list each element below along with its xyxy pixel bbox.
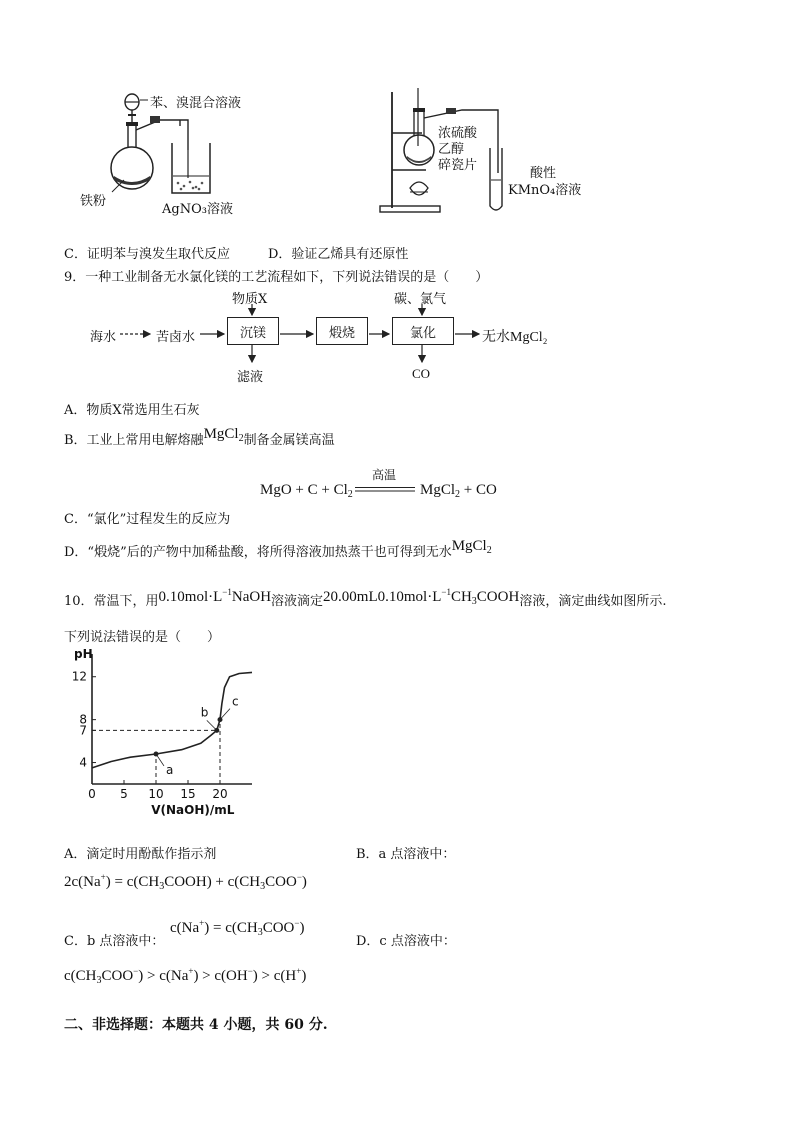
q9-option-d-text: D．“煅烧”后的产物中加稀盐酸，将所得溶液加热蒸干也可得到无水 <box>64 545 452 560</box>
y-tick-label: 8 <box>79 712 87 727</box>
formula-d: $c(CH_3COO^-) > c(Na^+) > c(OH^-) > c(H^+)$ <box>64 966 307 986</box>
flow-brine: 苦卤水 <box>156 330 196 345</box>
q10-stem-3: 溶液，滴定曲线如图所示. <box>519 594 667 609</box>
y-tick-label: 7 <box>79 723 87 738</box>
q9-option-b <box>64 426 335 448</box>
q8-option-d: D．验证乙烯具有还原性 <box>268 247 409 262</box>
titration-curve <box>92 672 252 768</box>
q9-option-c: C．“氯化”过程发生的反应为 <box>64 512 231 527</box>
label-kmno4: KMnO₄溶液 <box>508 183 582 198</box>
flow-above-x: 物质X <box>232 292 268 307</box>
equation-products: MgCl$_2$ + CO <box>420 482 497 500</box>
label-benzene-bromine: 苯、溴混合溶液 <box>150 96 242 111</box>
formula-c: $c(Na^+) = c(CH_3COO^-)$ <box>170 918 305 938</box>
q10-stem-line1 <box>64 587 666 609</box>
q9-option-b-tail: 制备金属镁高温 <box>243 433 335 448</box>
q9-stem: 9．一种工业制备无水氯化镁的工艺流程如下，下列说法错误的是（ ） <box>64 270 489 285</box>
flow-box-chlorinate: 氯化 <box>392 317 454 345</box>
formula-naoh: $0.10mol\cdot L^{-1}NaOH$ <box>158 587 272 605</box>
x-axis-label: V(NaOH)/mL <box>151 803 235 817</box>
x-tick-label: 5 <box>120 787 128 801</box>
q10-stem-2: 溶液滴定 <box>271 594 324 609</box>
point-a <box>154 751 159 756</box>
eq-double-line <box>355 486 417 494</box>
formula-mgcl2-d: MgCl$_2$ <box>451 538 492 556</box>
equation-chlorination: MgO + $C + Cl_2$ <box>260 482 353 500</box>
point-label-c: c <box>232 694 239 709</box>
flow-above-carbon: 碳、氯气 <box>394 292 447 307</box>
titration-curve-chart <box>62 644 282 824</box>
x-tick-label: 20 <box>212 787 228 801</box>
q9-option-d <box>64 538 492 560</box>
leader-b <box>207 720 217 730</box>
flow-arrows <box>0 0 800 400</box>
flow-below-filtrate: 滤液 <box>237 370 264 385</box>
eq-condition: 高温 <box>372 468 397 482</box>
y-tick-label: 12 <box>71 669 87 684</box>
label-ethanol: 乙醇 <box>438 142 465 157</box>
q8-option-c: C．证明苯与溴发生取代反应 <box>64 247 230 262</box>
y-axis-label: pH <box>74 647 93 661</box>
section-2-heading: 二、非选择题：本题共 4 小题，共 60 分. <box>64 1017 328 1033</box>
label-porcelain: 碎瓷片 <box>438 158 478 173</box>
flow-box-precipitate: 沉镁 <box>227 317 279 345</box>
flow-below-co: CO <box>412 366 431 381</box>
label-conc-sulfuric: 浓硫酸 <box>438 126 478 141</box>
x-tick-label: 15 <box>180 787 196 801</box>
leader-a <box>156 754 164 766</box>
formula-b: $2c(Na^+) = c(CH_3COOH) + c(CH_3COO^-)$ <box>64 872 307 892</box>
q10-option-a: A．滴定时用酚酞作指示剂 <box>64 847 217 862</box>
label-acidic: 酸性 <box>530 166 557 181</box>
formula-acetic: $20.00mL0.10mol\cdot L^{-1}CH_3COOH$ <box>323 587 520 607</box>
x-tick-label: 10 <box>148 787 164 801</box>
label-iron-powder: 铁粉 <box>80 194 107 209</box>
q10-option-c: C．b 点溶液中： <box>64 934 165 949</box>
q10-option-d: D．c 点溶液中： <box>356 934 456 949</box>
y-tick-label: 4 <box>79 755 87 770</box>
label-agno3: AgNO₃溶液 <box>162 202 233 217</box>
q10-stem-4: 下列说法错误的是（ ） <box>64 630 221 645</box>
q10-stem-1: 10．常温下，用 <box>64 594 159 609</box>
flow-box-calcine: 煅烧 <box>316 317 368 345</box>
flow-seawater: 海水 <box>90 330 117 345</box>
x-tick-label: 0 <box>88 787 96 801</box>
point-label-b: b <box>200 705 209 720</box>
formula-mgcl2: MgCl$_2$ <box>203 426 244 444</box>
flow-product: 无水MgCl₂ <box>482 330 548 345</box>
point-label-a: a <box>166 762 174 777</box>
q9-option-a: A．物质X常选用生石灰 <box>64 403 200 418</box>
q9-option-b-text: B．工业上常用电解熔融 <box>64 433 204 448</box>
q10-option-b: B．a 点溶液中： <box>356 847 456 862</box>
